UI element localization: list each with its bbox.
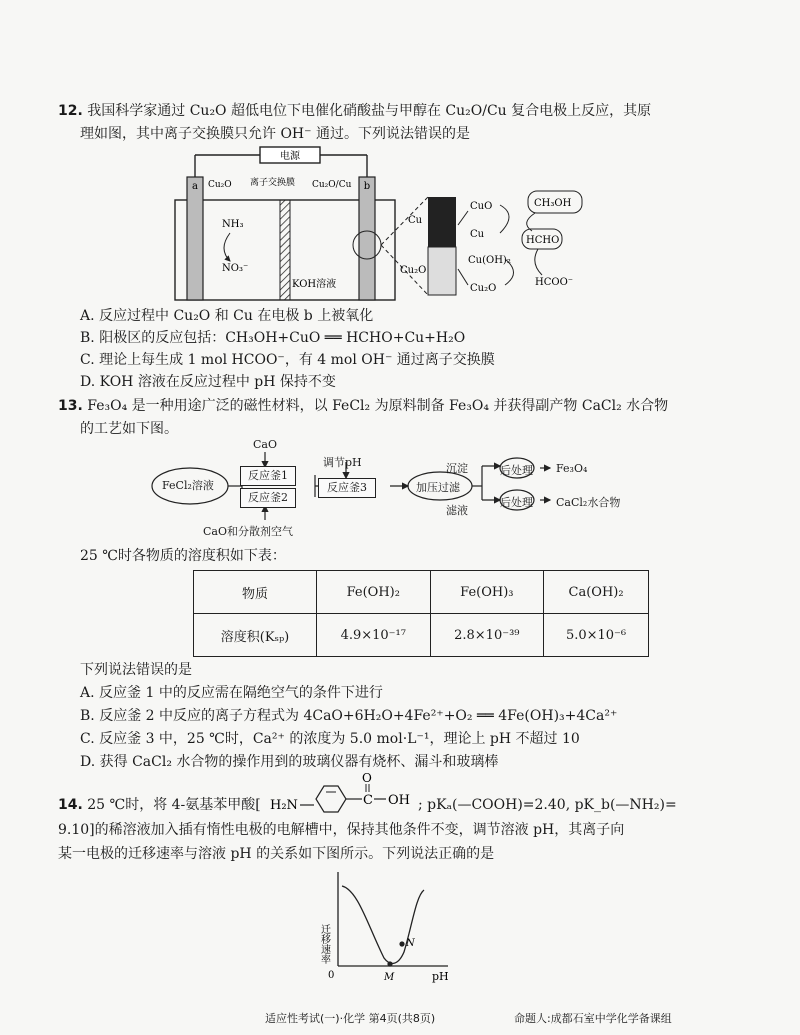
zoom-cu2o-label: Cu₂O xyxy=(400,265,427,276)
q12-option-a: A. 反应过程中 Cu₂O 和 Cu 在电极 b 上被氧化 xyxy=(80,308,374,324)
q13-stem-line1 xyxy=(58,396,668,416)
migration-rate-graph xyxy=(318,866,458,984)
ksp-value-row xyxy=(194,614,649,657)
q13-ask: 下列说法错误的是 xyxy=(80,662,192,678)
q13-option-d: D. 获得 CaCl₂ 水合物的操作用到的玻璃仪器有烧杯、漏斗和玻璃棒 xyxy=(80,754,499,770)
electrode-b-label: b xyxy=(363,181,371,192)
zoom-cu-label: Cu xyxy=(408,215,423,226)
q12-stem-line1 xyxy=(58,101,651,121)
q14-line2: 9.10]的稀溶液加入插有惰性电极的电解槽中，保持其他条件不变，调节溶液 pH，其离子向 xyxy=(58,822,625,838)
graph-x-label: pH xyxy=(432,970,449,983)
formula-oh: OH xyxy=(388,793,410,808)
flow-filter: 加压过滤 xyxy=(416,481,460,494)
electrode-a xyxy=(187,177,203,300)
q13-option-a: A. 反应釜 1 中的反应需在隔绝空气的条件下进行 xyxy=(80,685,383,701)
flow-reactor-1: 反应釜1 xyxy=(240,466,296,486)
q12-option-c: C. 理论上每生成 1 mol HCOO⁻，有 4 mol OH⁻ 通过离子交换膜 xyxy=(80,352,495,368)
flow-output-fe3o4: Fe₃O₄ xyxy=(556,462,588,475)
q14-line1-end: ; pKₐ(—COOH)=2.40, pK_b(—NH₂)= xyxy=(418,797,677,813)
no3-label: NO₃⁻ xyxy=(222,263,249,274)
q14-line1-start: 25 ℃时，将 4-氨基苯甲酸[ xyxy=(87,797,261,813)
ksp-header-caoh2: Ca(OH)₂ xyxy=(544,571,649,614)
graph-origin: 0 xyxy=(328,970,335,981)
ksp-row-label: 溶度积(Kₛₚ) xyxy=(194,614,317,657)
ion-exchange-membrane xyxy=(280,200,290,300)
q13-stem-text: Fe₃O₄ 是一种用途广泛的磁性材料，以 FeCl₂ 为原料制备 Fe₃O₄ 并获得副产物 CaCl₂ 水合物 xyxy=(87,398,669,414)
membrane-label: 离子交换膜 xyxy=(250,178,296,188)
zoom-cu-layer xyxy=(428,197,456,247)
q13-option-c: C. 反应釜 3 中，25 ℃时，Ca²⁺ 的浓度为 5.0 mol·L⁻¹，理论上 pH 不超过 10 xyxy=(80,731,580,747)
q12-number: 12. xyxy=(58,103,83,119)
flow-adjust-ph: 调节pH xyxy=(323,456,362,469)
flow-output-cacl2: CaCl₂水合物 xyxy=(556,496,621,509)
ksp-table xyxy=(193,570,649,657)
rxn-hcoo: HCOO⁻ xyxy=(535,277,574,288)
flow-precipitate: 沉淀 xyxy=(446,462,468,475)
graph-label-n: N xyxy=(406,938,415,949)
q12-option-b: B. 阳极区的反应包括：CH₃OH+CuO ══ HCHO+Cu+H₂O xyxy=(80,330,466,346)
graph-curve xyxy=(342,886,424,963)
rxn-hcho: HCHO xyxy=(526,235,560,246)
formula-o: O xyxy=(362,772,372,785)
flow-post-2: 后处理 xyxy=(500,496,533,509)
ksp-table-intro: 25 ℃时各物质的溶度积如下表： xyxy=(80,548,286,564)
zoom-cu2o-layer xyxy=(428,247,456,295)
footer-page-info: 适应性考试(一)·化学 第4页(共8页) xyxy=(265,1012,436,1025)
q12-option-d: D. KOH 溶液在反应过程中 pH 保持不变 xyxy=(80,374,336,390)
ksp-value-feoh2: 4.9×10⁻¹⁷ xyxy=(317,614,431,657)
electrode-a-label: a xyxy=(192,181,198,192)
graph-point-n xyxy=(399,941,404,946)
q14-line3: 某一电极的迁移速率与溶液 pH 的关系如下图所示。下列说法正确的是 xyxy=(58,846,495,862)
rxn-ch3oh: CH₃OH xyxy=(534,198,572,209)
cu2o-electrode-label: Cu₂O xyxy=(208,180,232,190)
flow-filtrate: 滤液 xyxy=(446,504,468,517)
flow-reactor-3: 反应釜3 xyxy=(318,478,376,498)
q14-number: 14. xyxy=(58,797,83,813)
aminobenzoic-acid-formula xyxy=(268,772,418,818)
rxn-cu2o: Cu₂O xyxy=(470,283,497,294)
q13-stem-line2: 的工艺如下图。 xyxy=(80,421,178,437)
flow-post-1: 后处理 xyxy=(500,464,533,477)
footer-author: 命题人:成都石室中学化学备课组 xyxy=(514,1012,672,1025)
formula-h2n: H₂N xyxy=(270,798,298,813)
ksp-header-row xyxy=(194,571,649,614)
graph-y-label: 迁移速率 xyxy=(318,924,330,964)
rxn-cu: Cu xyxy=(470,229,485,240)
q14-line1 xyxy=(58,795,261,815)
graph-label-m: M xyxy=(384,972,395,983)
q13-option-b: B. 反应釜 2 中反应的离子方程式为 4CaO+6H₂O+4Fe²⁺+O₂ ══ 4Fe(OH)₃+4Ca²⁺ xyxy=(80,708,618,724)
rxn-cuo: CuO xyxy=(470,201,493,212)
flow-cao: CaO xyxy=(253,438,277,451)
ksp-header-substance: 物质 xyxy=(194,571,317,614)
composite-electrode-label: Cu₂O/Cu xyxy=(312,180,352,190)
koh-label: KOH溶液 xyxy=(292,279,337,290)
ksp-header-feoh3: Fe(OH)₃ xyxy=(430,571,544,614)
electrolysis-diagram xyxy=(170,145,610,305)
rxn-cuoh2: Cu(OH)₂ xyxy=(468,255,511,266)
nh3-label: NH₃ xyxy=(222,219,244,230)
formula-c: C xyxy=(363,793,373,808)
electrode-b xyxy=(359,177,375,300)
q13-number: 13. xyxy=(58,398,83,414)
power-label: 电源 xyxy=(280,151,300,162)
graph-point-m xyxy=(387,961,392,966)
ksp-value-feoh3: 2.8×10⁻³⁹ xyxy=(430,614,544,657)
q12-stem-text: 我国科学家通过 Cu₂O 超低电位下电催化硝酸盐与甲醇在 Cu₂O/Cu 复合电极上反应，其原 xyxy=(87,103,652,119)
flow-cao-air: CaO和分散剂空气 xyxy=(203,525,293,538)
ksp-value-caoh2: 5.0×10⁻⁶ xyxy=(544,614,649,657)
flow-start: FeCl₂溶液 xyxy=(162,479,214,492)
q12-stem-line2: 理如图，其中离子交换膜只允许 OH⁻ 通过。下列说法错误的是 xyxy=(80,126,470,142)
flow-reactor-2: 反应釜2 xyxy=(240,488,296,508)
ksp-header-feoh2: Fe(OH)₂ xyxy=(317,571,431,614)
